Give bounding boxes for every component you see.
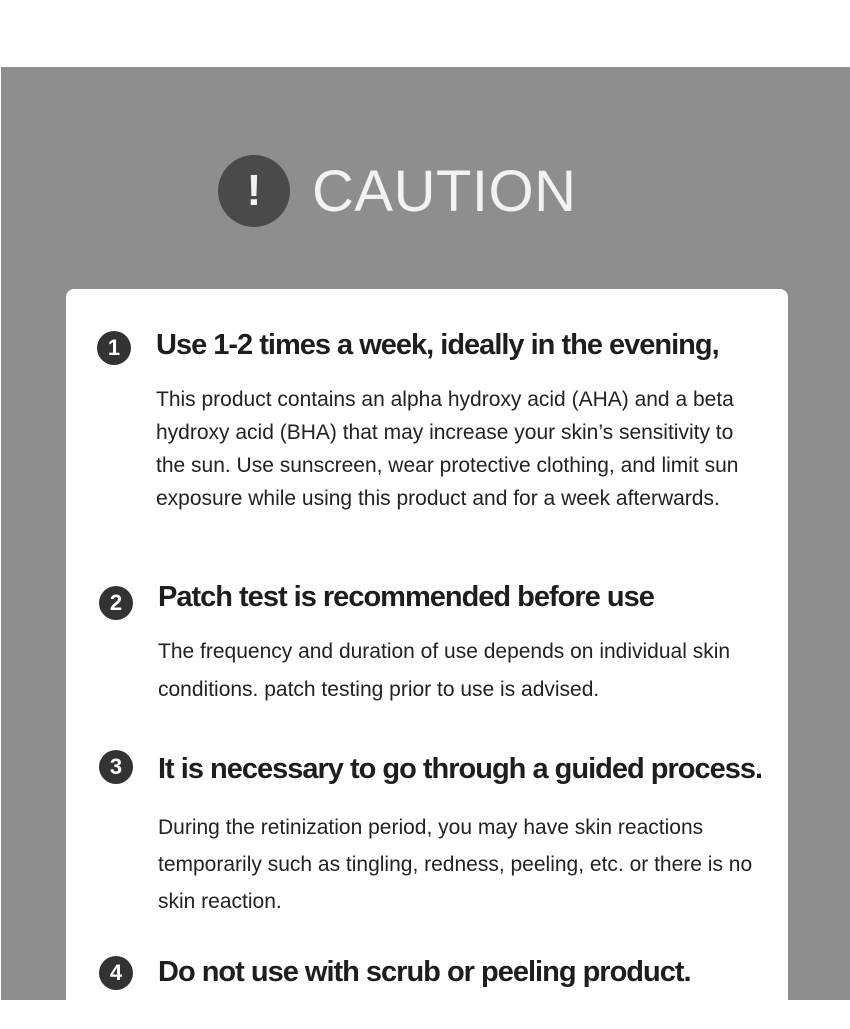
number-4-badge: 4 [99,956,133,990]
item-body: The frequency and duration of use depends on individual skin conditions. patch testing prior to use is advised. [158,640,731,701]
number-2-badge: 2 [99,586,133,620]
caution-header [218,155,577,227]
item-heading: Patch test is recommended before use [158,581,654,613]
item-body: During the retinization period, you may have skin reactions temporarily such as tingling, redness, peeling, etc. or there is no skin reaction. [158,816,753,913]
item-heading: Do not use with scrub or peeling product. [158,956,691,988]
exclamation-circle-icon [218,155,290,227]
exclamation-glyph: ! [246,166,262,215]
item-heading: Use 1-2 times a week, ideally in the evening, [156,329,719,361]
caution-card [66,289,788,1029]
number-1-badge: 1 [97,331,131,365]
item-heading: It is necessary to go through a guided process. [158,753,763,785]
page-title: CAUTION [312,158,577,224]
number-3-badge: 3 [99,750,133,784]
item-body: This product contains an alpha hydroxy acid (AHA) and a beta hydroxy acid (BHA) that may increase your skin’s sensitivity to the sun. Use sunscreen, wear protective clothing, and limit sun exposure while using this product and for a week afterwards. [156,388,739,510]
